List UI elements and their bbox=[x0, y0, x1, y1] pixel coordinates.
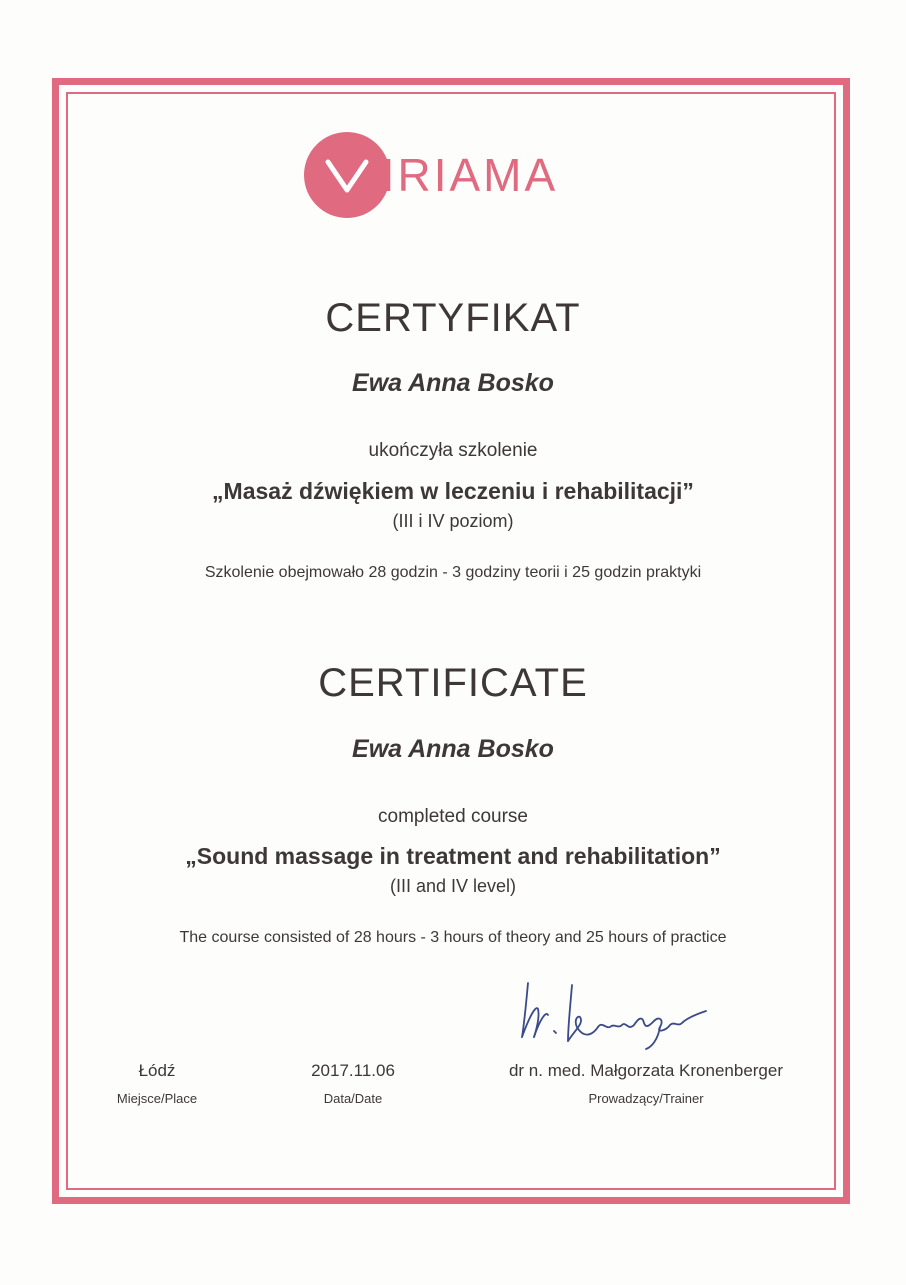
english-recipient-name: Ewa Anna Bosko bbox=[352, 735, 554, 763]
polish-course-title: „Masaż dźwiękiem w leczeniu i rehabilitacji” bbox=[212, 478, 694, 504]
trainer-signature bbox=[510, 975, 730, 1075]
logo-wordmark: IRIAMA bbox=[381, 149, 559, 201]
polish-course-description: Szkolenie obejmowało 28 godzin - 3 godziny teorii i 25 godzin praktyki bbox=[204, 564, 702, 581]
polish-course-level: (III i IV poziom) bbox=[392, 511, 514, 531]
english-title: CERTIFICATE bbox=[318, 661, 588, 705]
place-label: Miejsce/Place bbox=[116, 1091, 198, 1106]
date-label: Data/Date bbox=[323, 1091, 383, 1106]
trainer-label: Prowadzący/Trainer bbox=[588, 1091, 704, 1106]
trainer-field bbox=[496, 1061, 796, 1106]
polish-completed-text: ukończyła szkolenie bbox=[368, 440, 538, 461]
english-course-level: (III and IV level) bbox=[389, 876, 517, 896]
date-field bbox=[293, 1061, 413, 1106]
date-value: 2017.11.06 bbox=[311, 1061, 395, 1080]
trainer-value: dr n. med. Małgorzata Kronenberger bbox=[508, 1061, 784, 1080]
place-value: Łódź bbox=[138, 1061, 176, 1080]
english-completed-text: completed course bbox=[378, 806, 528, 827]
polish-recipient-name: Ewa Anna Bosko bbox=[352, 369, 554, 397]
polish-title: CERTYFIKAT bbox=[325, 296, 581, 340]
viriama-logo bbox=[304, 130, 604, 220]
english-course-description: The course consisted of 28 hours - 3 hours of theory and 25 hours of practice bbox=[179, 929, 727, 946]
english-course-title: „Sound massage in treatment and rehabilitation” bbox=[185, 843, 721, 869]
place-field bbox=[107, 1061, 207, 1106]
